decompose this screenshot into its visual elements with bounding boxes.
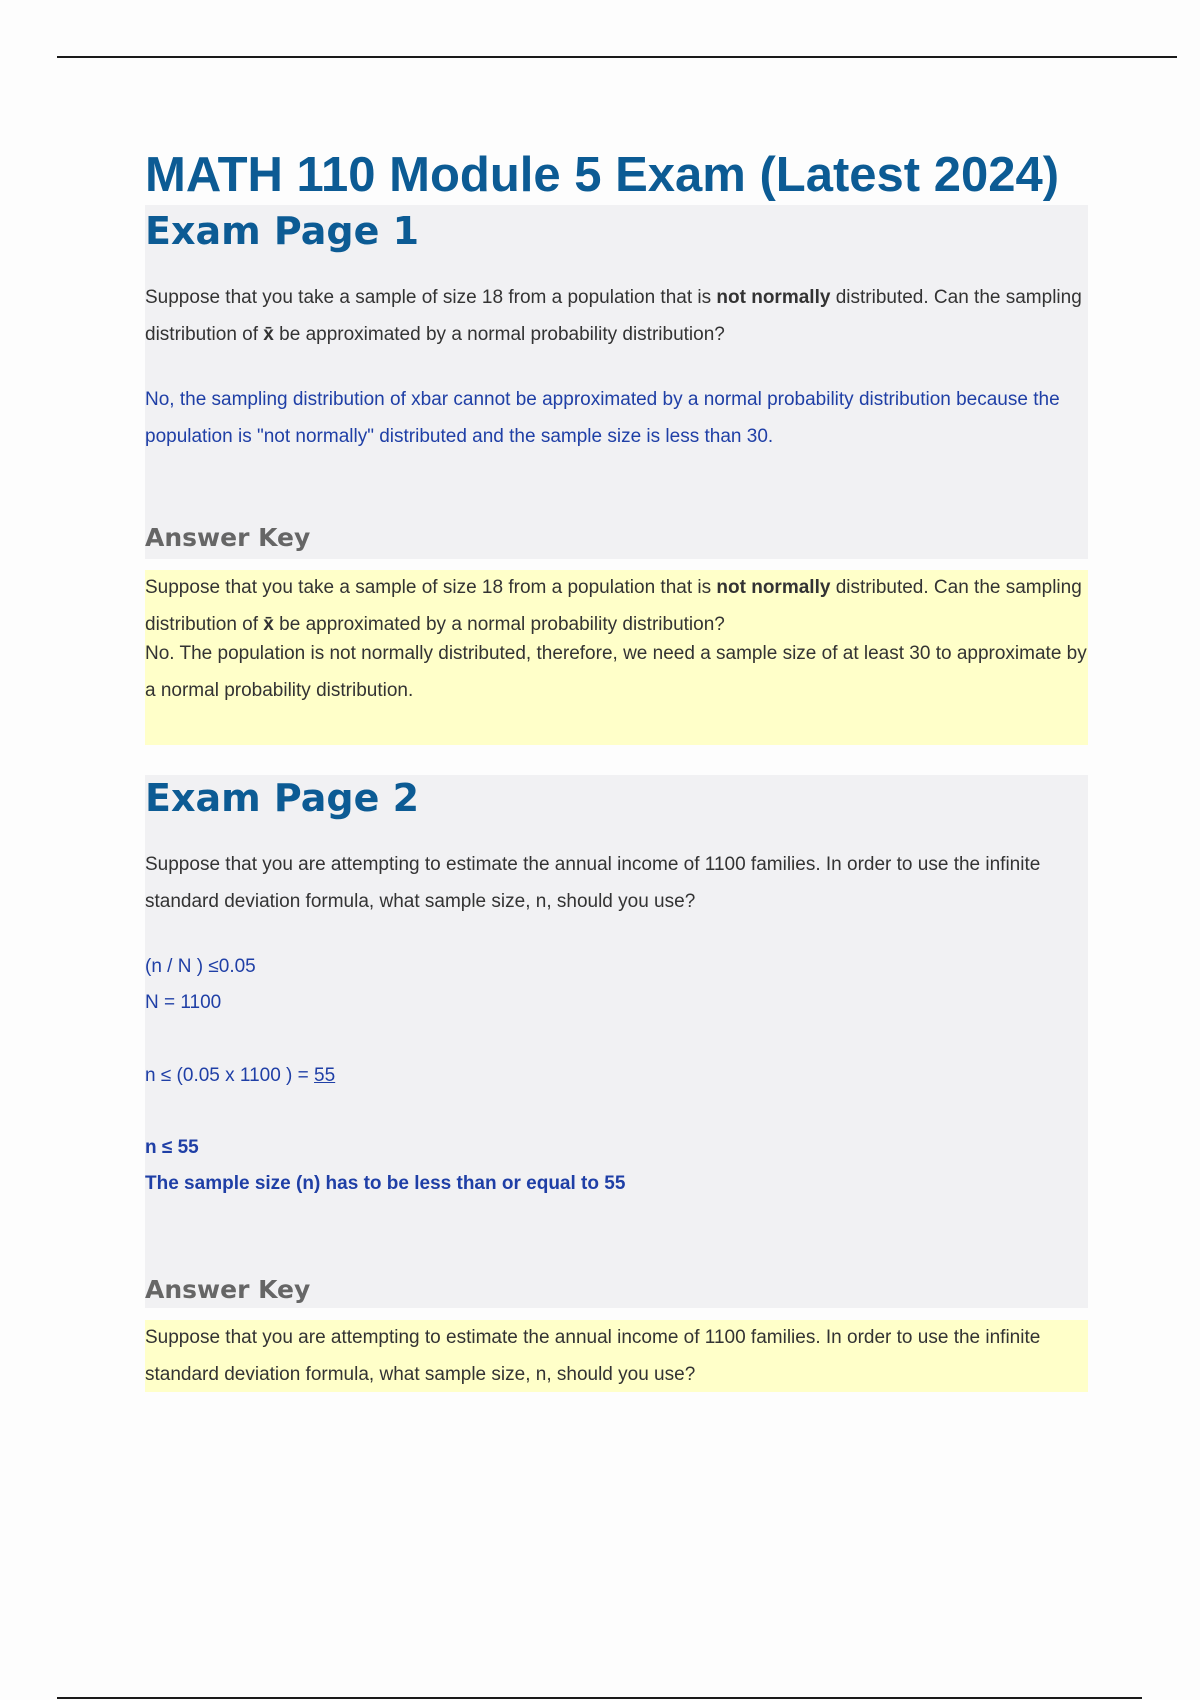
question-text-emphasis: not normally bbox=[716, 287, 831, 308]
key-xbar-symbol: x̄ bbox=[263, 613, 274, 635]
calculation-result: 55 bbox=[314, 1065, 336, 1086]
exam-page-1-answer-key-label: Answer Key bbox=[145, 523, 311, 552]
exam-page-1-student-answer: No, the sampling distribution of xbar cannot be approximated by a normal probability distribution because the population is "not normally" distributed and the sample size is less than 30. bbox=[145, 389, 1060, 447]
bottom-rule bbox=[57, 1697, 1142, 1699]
calculation-text: n ≤ (0.05 x 1100 ) = bbox=[145, 1065, 315, 1086]
key-question-text-part3: be approximated by a normal probability distribution? bbox=[273, 613, 725, 635]
exam-page-2-panel bbox=[145, 775, 1088, 1308]
work-line-inequality: n ≤ 55 bbox=[145, 1137, 199, 1158]
work-line-conclusion: The sample size (n) has to be less than or equal to 55 bbox=[145, 1173, 626, 1194]
answer-key-1-question bbox=[145, 570, 1088, 643]
document-title: MATH 110 Module 5 Exam (Latest 2024) bbox=[145, 148, 1060, 202]
exam-page-2-question: Suppose that you are attempting to estimate the annual income of 1100 families. In order to use the infinite standard deviation formula, what sample size, n, should you use? bbox=[145, 854, 1041, 912]
exam-page-2-answer-key-label: Answer Key bbox=[145, 1275, 311, 1304]
exam-page-1-answer-key-panel bbox=[145, 570, 1088, 745]
exam-page-2-heading: Exam Page 2 bbox=[145, 776, 420, 820]
exam-page-1-heading: Exam Page 1 bbox=[145, 209, 420, 253]
key-question-text-part1: Suppose that you take a sample of size 18 from a population that is bbox=[145, 577, 717, 598]
question-text-part2: distributed. Can the sampling distribution of bbox=[145, 287, 1082, 345]
top-rule bbox=[57, 56, 1177, 58]
work-line-calculation bbox=[145, 1058, 335, 1094]
work-line-ratio: (n / N ) ≤0.05 bbox=[145, 956, 256, 977]
exam-page-2-answer-key-panel bbox=[145, 1320, 1088, 1392]
key-question-text-part2: distributed. Can the sampling distribution of bbox=[145, 577, 1082, 635]
xbar-symbol: x̄ bbox=[263, 323, 274, 345]
question-text-part3: be approximated by a normal probability distribution? bbox=[273, 323, 725, 345]
key-question-text-emphasis: not normally bbox=[716, 577, 831, 598]
answer-key-2-question: Suppose that you are attempting to estimate the annual income of 1100 families. In order to use the infinite standard deviation formula, what sample size, n, should you use? bbox=[145, 1327, 1041, 1385]
exam-page-1-question bbox=[145, 280, 1088, 353]
exam-page-1-panel bbox=[145, 205, 1088, 559]
question-text-part1: Suppose that you take a sample of size 18 from a population that is bbox=[145, 287, 717, 308]
answer-key-1-answer: No. The population is not normally distributed, therefore, we need a sample size of at least 30 to approximate by a normal probability distribution. bbox=[145, 643, 1087, 701]
work-line-population: N = 1100 bbox=[145, 992, 222, 1013]
